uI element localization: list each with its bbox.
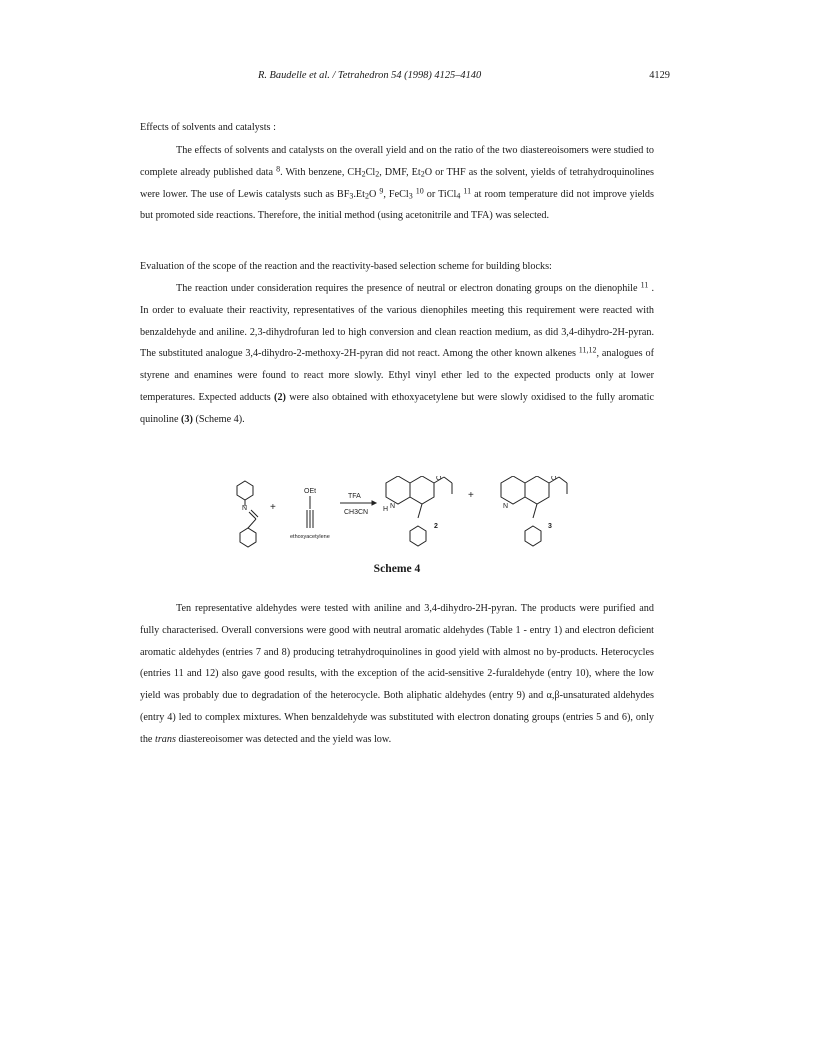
phenyl-ring: [525, 526, 541, 546]
running-title: R. Baudelle et al. / Tetrahedron 54 (1998) 4125–4140: [258, 70, 482, 81]
section-heading-scope: Evaluation of the scope of the reaction and the reactivity-based selection scheme for building blocks:: [140, 261, 552, 272]
ether-o-label: O: [551, 476, 557, 482]
benzo-ring: [501, 476, 525, 504]
phenyl-ring: [240, 528, 256, 547]
paragraph-solvents: The effects of solvents and catalysts on the overall yield and on the ratio of the two diastereoisomers were studied to complete already published data $^8$. With benzene, $CH_2Cl_2$, DMF, $Et_2O$ or THF as the solvent, yields of tetrahydroquinolines were lower. The use of Lewis catalysts such as $BF_3.Et_2O$ $^9$, FeCl$_3$ $^{10}$ or TiCl$_4$ $^{11}$ at room temperature did not improve yields but promoted side reactions. Therefore, the initial method (using acetonitrile and TFA) was selected.: [140, 145, 654, 222]
solvent-label: CH3CN: [344, 509, 369, 516]
ether-o-label: O: [436, 476, 442, 482]
scheme-title: Scheme 4: [373, 562, 421, 575]
compound-2-label: 2: [434, 523, 438, 530]
phenyl-ring: [237, 481, 253, 500]
plus-sign: +: [270, 502, 276, 513]
benzo-ring: [386, 476, 410, 504]
h-label: H: [383, 506, 389, 513]
page-header: [140, 70, 670, 86]
reagent-label: TFA: [348, 493, 361, 500]
paragraph-scope: The reaction under consideration requires the presence of neutral or electron donating groups on the dienophile $^{11}$ . In order to evaluate their reactivity, representatives of the various dienophiles meeting this requirement were reacted with benzaldehyde and aniline. 2,3-dihydrofuran led to high conversion and clean reaction medium, as did 3,4-dihydro-2H-pyran. The substituted analogue 3,4-dihydro-2-methoxy-2H-pyran did not react. Among the other known alkenes $^{11,12}$, analogues of styrene and enamines were found to react more slowly. Ethyl vinyl ether led to the expected products only at lower temperatures. Expected adducts (2) were also obtained with ethoxyacetylene but were slowly oxidised to the fully aromatic quinoline (3) (Scheme 4).: [140, 280, 654, 425]
plus-sign: +: [468, 490, 474, 501]
amine-n-label: N: [390, 503, 396, 510]
scheme-4-diagram: [220, 476, 590, 571]
compound-3-label: 3: [548, 523, 552, 530]
phenyl-ring: [410, 526, 426, 546]
page-number: 4129: [649, 70, 670, 81]
oet-label: OEt: [304, 488, 317, 495]
ethoxyacetylene-label: ethoxyacetylene: [290, 534, 330, 540]
quinoline-n-label: N: [503, 503, 509, 510]
section-heading-solvents: Effects of solvents and catalysts :: [140, 122, 276, 133]
paragraph-aldehydes: Ten representative aldehydes were tested with aniline and 3,4-dihydro-2H-pyran. The products were purified and fully characterised. Overall conversions were good with neutral aromatic aldehydes (Table 1 - entry 1) and electron deficient aromatic aldehydes (entries 7 and 8) producing tetrahydroquinolines in good yield with almost no by-products. Heterocycles (entries 11 and 12) also gave good results, with the exception of the acid-sensitive 2-furaldehyde (entry 10), where the low yield was probably due to degradation of the heterocycle. Both aliphatic aldehydes (entry 9) and α,β-unsaturated aldehydes (entry 4) led to complex mixtures. When benzaldehyde was substituted with electron donating groups (entries 5 and 6), only the trans diastereoisomer was detected and the yield was low.: [140, 603, 654, 745]
imine-n-label: N: [242, 505, 248, 512]
